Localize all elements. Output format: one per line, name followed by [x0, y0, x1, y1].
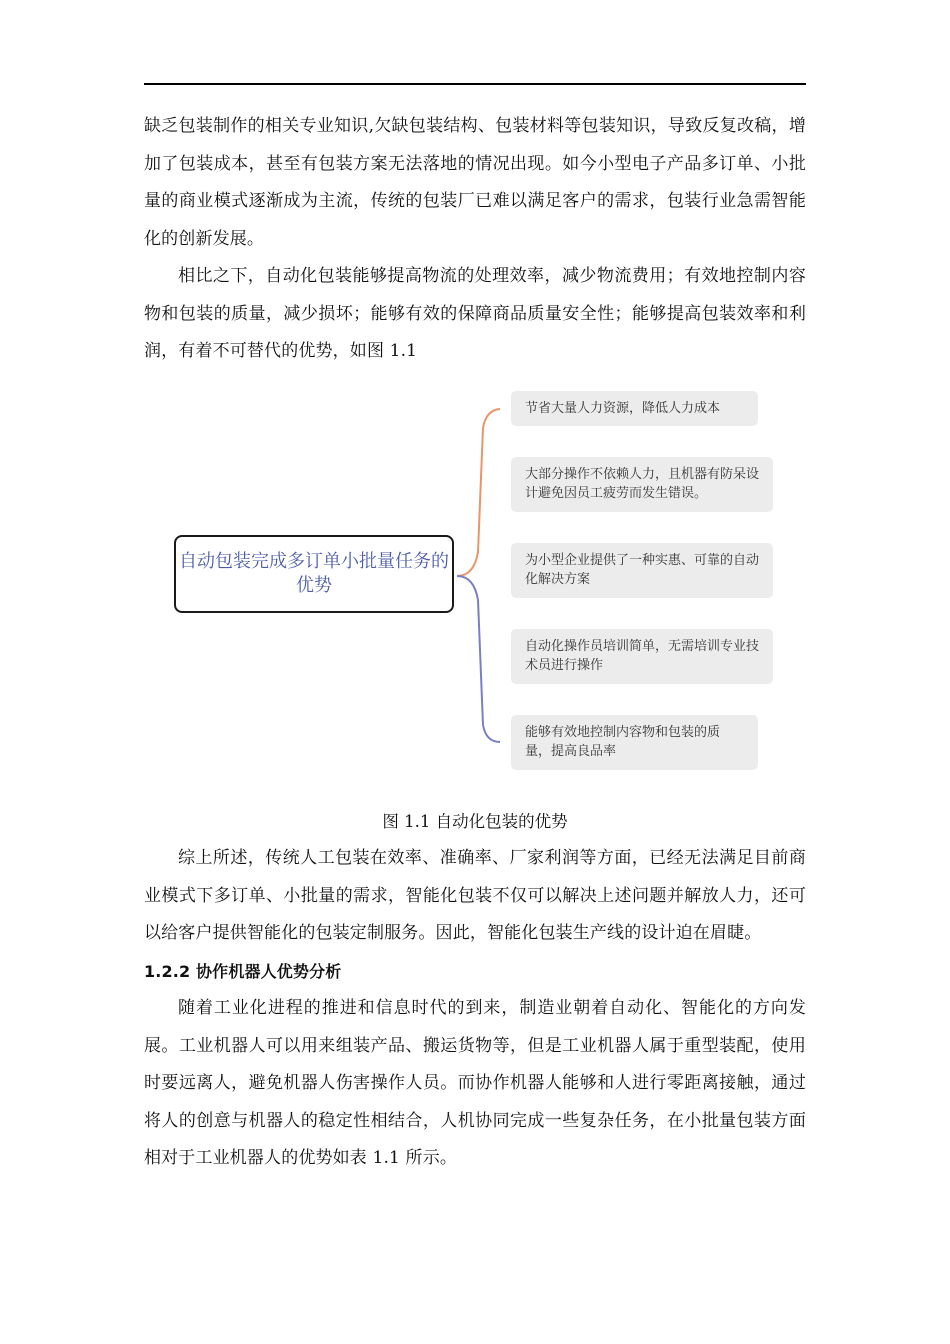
section-heading: 1.2.2 协作机器人优势分析 [144, 961, 342, 981]
mindmap-node-5: 能够有效地控制内容物和包装的质量，提高良品率 [511, 715, 758, 770]
mindmap-central-node: 自动包装完成多订单小批量任务的优势 [174, 535, 454, 613]
paragraph-2: 相比之下，自动化包装能够提高物流的处理效率，减少物流费用；有效地控制内容物和包装的质量，减少损坏；能够有效的保障商品质量安全性；能够提高包装效率和利润，有着不可替代的优势，如图 1.1 [144, 266, 806, 361]
figure-caption: 图 1.1 自动化包装的优势 [382, 812, 568, 831]
body-text-bottom [144, 840, 806, 1178]
mindmap-node-4: 自动化操作员培训简单，无需培训专业技术员进行操作 [511, 629, 773, 684]
paragraph-3: 综上所述，传统人工包装在效率、准确率、厂家利润等方面，已经无法满足目前商业模式下多订单、小批量的需求，智能化包装不仅可以解决上述问题并解放人力，还可以给客户提供智能化的包装定制服务。因此，智能化包装生产线的设计迫在眉睫。 [144, 848, 806, 943]
orange-branch [457, 409, 500, 576]
body-text-top [144, 108, 806, 371]
mindmap-node-2: 大部分操作不依赖人力，且机器有防呆设计避免因员工疲劳而发生错误。 [511, 457, 773, 512]
header-rule [144, 83, 806, 85]
blue-branch [457, 576, 500, 742]
mindmap-node-1: 节省大量人力资源，降低人力成本 [511, 391, 758, 426]
mindmap-node-3: 为小型企业提供了一种实惠、可靠的自动化解决方案 [511, 543, 773, 598]
paragraph-1: 缺乏包装制作的相关专业知识,欠缺包装结构、包装材料等包装知识，导致反复改稿，增加了包装成本，甚至有包装方案无法落地的情况出现。如今小型电子产品多订单、小批量的商业模式逐渐成为主流，传统的包装厂已难以满足客户的需求，包装行业急需智能化的创新发展。 [144, 116, 806, 249]
paragraph-4: 随着工业化进程的推进和信息时代的到来，制造业朝着自动化、智能化的方向发展。工业机器人可以用来组装产品、搬运货物等，但是工业机器人属于重型装配，使用时要远离人，避免机器人伤害操作人员。而协作机器人能够和人进行零距离接触，通过将人的创意与机器人的稳定性相结合，人机协同完成一些复杂任务，在小批量包装方面相对于工业机器人的优势如表 1.1 所示。 [144, 998, 806, 1168]
